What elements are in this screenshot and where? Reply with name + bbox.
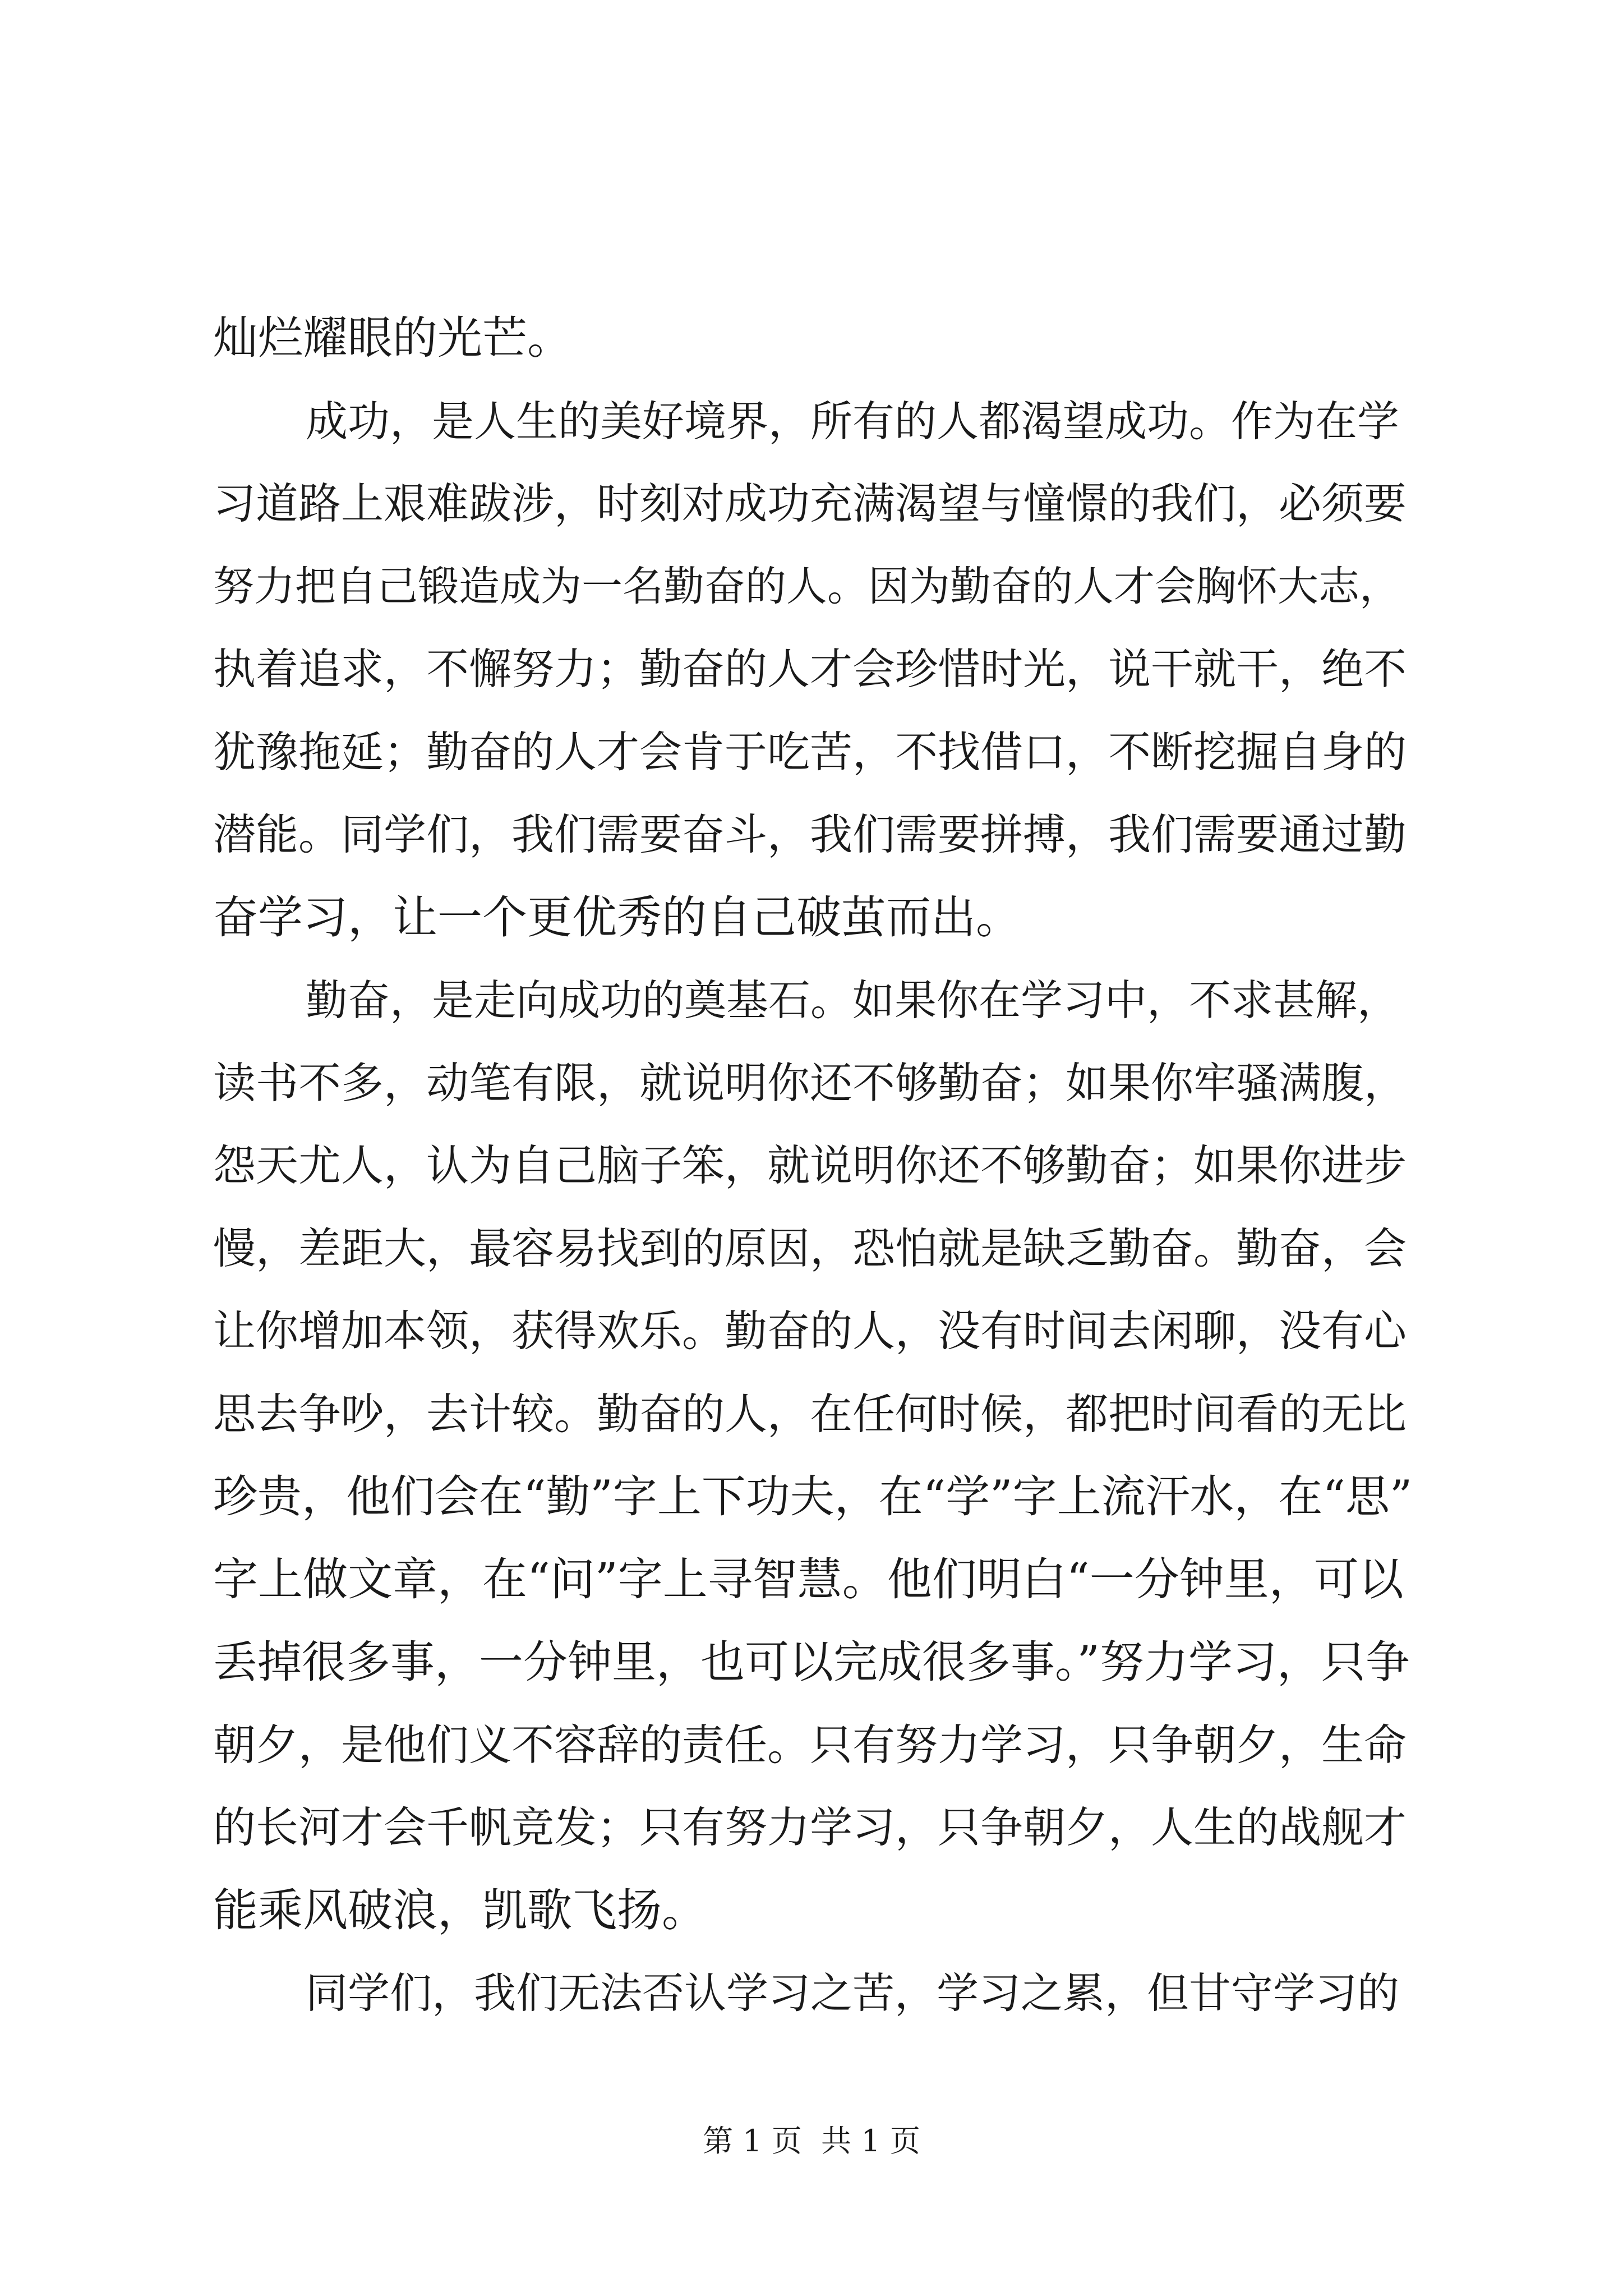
text-line: 灿烂耀眼的光芒。 bbox=[213, 312, 572, 364]
text-line: 读书不多，动笔有限，就说明你还不够勤奋；如果你牢骚满腹， bbox=[213, 1058, 1407, 1108]
text-line: 的长河才会千帆竞发；只有努力学习，只争朝夕，人生的战舰才 bbox=[213, 1802, 1407, 1852]
text-line: 习道路上艰难跋涉，时刻对成功充满渴望与憧憬的我们，必须要 bbox=[213, 478, 1407, 528]
text-line: 奋学习，让一个更优秀的自己破茧而出。 bbox=[213, 891, 1021, 944]
text-line: 字上做文章，在“问”字上寻智慧。他们明白“一分钟里，可以 bbox=[213, 1553, 1404, 1605]
text-line: 朝夕，是他们义不容辞的责任。只有努力学习，只争朝夕，生命 bbox=[213, 1720, 1407, 1770]
text-line: 成功，是人生的美好境界，所有的人都渴望成功。作为在学 bbox=[306, 397, 1400, 446]
text-line: 努力把自己锻造成为一名勤奋的人。因为勤奋的人才会胸怀大志， bbox=[213, 563, 1400, 610]
text-line: 珍贵，他们会在“勤”字上下功夫，在“学”字上流汗水，在“思” bbox=[213, 1471, 1413, 1522]
text-line: 丢掉很多事，一分钟里，也可以完成很多事。”努力学习，只争 bbox=[213, 1636, 1410, 1688]
text-line: 慢，差距大，最容易找到的原因，恐怕就是缺乏勤奋。勤奋，会 bbox=[213, 1223, 1407, 1273]
text-line: 同学们，我们无法否认学习之苦，学习之累，但甘守学习的 bbox=[306, 1968, 1400, 2018]
text-line: 思去争吵，去计较。勤奋的人，在任何时候，都把时间看的无比 bbox=[213, 1389, 1407, 1439]
text-line: 怨天尤人，认为自己脑子笨，就说明你还不够勤奋；如果你进步 bbox=[213, 1140, 1407, 1190]
text-line: 能乘风破浪，凯歌飞扬。 bbox=[213, 1884, 707, 1936]
page-number-footer: 第 1 页 共 1 页 bbox=[703, 2123, 920, 2159]
text-line: 执着追求，不懈努力；勤奋的人才会珍惜时光，说干就干，绝不 bbox=[213, 644, 1407, 694]
text-line: 勤奋，是走向成功的奠基石。如果你在学习中，不求甚解， bbox=[306, 976, 1400, 1025]
text-line: 潜能。同学们，我们需要奋斗，我们需要拼搏，我们需要通过勤 bbox=[213, 809, 1407, 859]
text-line: 犹豫拖延；勤奋的人才会肯于吃苦，不找借口，不断挖掘自身的 bbox=[213, 727, 1407, 777]
text-line: 让你增加本领，获得欢乐。勤奋的人，没有时间去闲聊，没有心 bbox=[213, 1306, 1407, 1356]
